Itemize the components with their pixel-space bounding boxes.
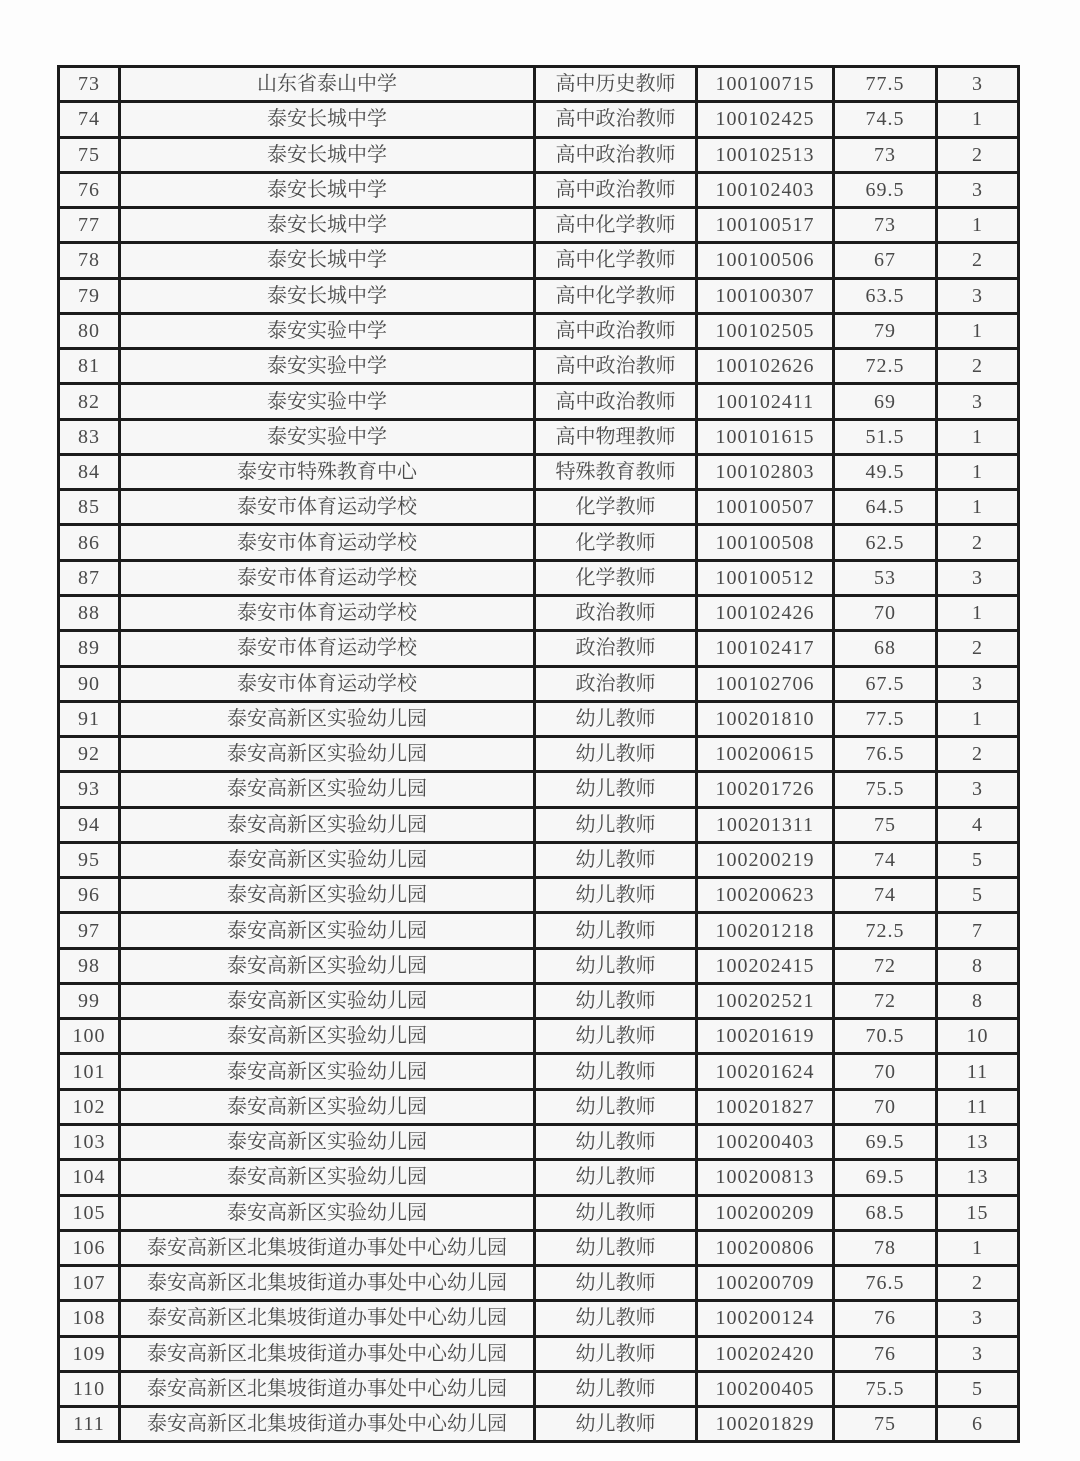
cell-score: 70 [834, 1089, 937, 1124]
cell-position: 幼儿教师 [535, 878, 697, 913]
table-row [59, 878, 1019, 913]
table-row [59, 666, 1019, 701]
cell-school: 泰安高新区实验幼儿园 [120, 948, 535, 983]
cell-score: 76.5 [834, 1266, 937, 1301]
cell-rank: 3 [937, 772, 1019, 807]
table-row [59, 313, 1019, 348]
cell-exam-id: 100201726 [697, 772, 834, 807]
cell-exam-id: 100200405 [697, 1371, 834, 1406]
cell-rank: 2 [937, 737, 1019, 772]
cell-position: 高中化学教师 [535, 243, 697, 278]
cell-score: 69.5 [834, 1160, 937, 1195]
table-row [59, 454, 1019, 489]
table-row [59, 1195, 1019, 1230]
cell-rank: 1 [937, 1230, 1019, 1265]
cell-school: 泰安市体育运动学校 [120, 631, 535, 666]
cell-score: 68 [834, 631, 937, 666]
cell-school: 泰安高新区实验幼儿园 [120, 1019, 535, 1054]
cell-school: 泰安高新区实验幼儿园 [120, 772, 535, 807]
cell-score: 75 [834, 807, 937, 842]
cell-exam-id: 100201827 [697, 1089, 834, 1124]
cell-position: 幼儿教师 [535, 1230, 697, 1265]
cell-school: 泰安实验中学 [120, 349, 535, 384]
cell-position: 高中政治教师 [535, 313, 697, 348]
cell-exam-id: 100100508 [697, 525, 834, 560]
cell-position: 幼儿教师 [535, 701, 697, 736]
cell-exam-id: 100100507 [697, 490, 834, 525]
cell-school: 山东省泰山中学 [120, 67, 535, 102]
table-row [59, 419, 1019, 454]
cell-seq: 82 [59, 384, 120, 419]
cell-rank: 1 [937, 454, 1019, 489]
cell-rank: 3 [937, 67, 1019, 102]
cell-exam-id: 100200623 [697, 878, 834, 913]
table-row [59, 948, 1019, 983]
cell-rank: 3 [937, 384, 1019, 419]
cell-seq: 85 [59, 490, 120, 525]
cell-position: 高中政治教师 [535, 102, 697, 137]
table-row [59, 243, 1019, 278]
cell-position: 幼儿教师 [535, 1371, 697, 1406]
cell-exam-id: 100102706 [697, 666, 834, 701]
table-row [59, 137, 1019, 172]
cell-position: 政治教师 [535, 666, 697, 701]
cell-school: 泰安高新区实验幼儿园 [120, 737, 535, 772]
cell-seq: 98 [59, 948, 120, 983]
cell-seq: 75 [59, 137, 120, 172]
cell-exam-id: 100102513 [697, 137, 834, 172]
cell-exam-id: 100201810 [697, 701, 834, 736]
cell-score: 76 [834, 1301, 937, 1336]
cell-seq: 105 [59, 1195, 120, 1230]
cell-exam-id: 100201619 [697, 1019, 834, 1054]
table-row [59, 67, 1019, 102]
cell-school: 泰安高新区实验幼儿园 [120, 913, 535, 948]
cell-position: 幼儿教师 [535, 948, 697, 983]
cell-exam-id: 100200403 [697, 1124, 834, 1159]
cell-seq: 108 [59, 1301, 120, 1336]
table-row [59, 560, 1019, 595]
table-row [59, 1336, 1019, 1371]
cell-seq: 84 [59, 454, 120, 489]
cell-seq: 77 [59, 208, 120, 243]
cell-school: 泰安高新区实验幼儿园 [120, 1089, 535, 1124]
cell-rank: 5 [937, 842, 1019, 877]
cell-seq: 86 [59, 525, 120, 560]
cell-exam-id: 100100715 [697, 67, 834, 102]
cell-position: 幼儿教师 [535, 1124, 697, 1159]
cell-position: 高中物理教师 [535, 419, 697, 454]
cell-seq: 103 [59, 1124, 120, 1159]
cell-rank: 7 [937, 913, 1019, 948]
cell-score: 53 [834, 560, 937, 595]
cell-seq: 93 [59, 772, 120, 807]
table-row [59, 737, 1019, 772]
cell-rank: 3 [937, 560, 1019, 595]
cell-score: 74.5 [834, 102, 937, 137]
cell-exam-id: 100102803 [697, 454, 834, 489]
cell-school: 泰安高新区实验幼儿园 [120, 1054, 535, 1089]
cell-seq: 87 [59, 560, 120, 595]
cell-position: 特殊教育教师 [535, 454, 697, 489]
cell-score: 72 [834, 983, 937, 1018]
cell-seq: 101 [59, 1054, 120, 1089]
cell-exam-id: 100102426 [697, 595, 834, 630]
cell-rank: 1 [937, 208, 1019, 243]
cell-rank: 2 [937, 243, 1019, 278]
cell-position: 幼儿教师 [535, 1195, 697, 1230]
cell-exam-id: 100200806 [697, 1230, 834, 1265]
table-row [59, 1124, 1019, 1159]
cell-rank: 3 [937, 1301, 1019, 1336]
table-row [59, 102, 1019, 137]
cell-exam-id: 100100517 [697, 208, 834, 243]
cell-position: 高中化学教师 [535, 278, 697, 313]
cell-rank: 13 [937, 1124, 1019, 1159]
table-row [59, 1407, 1019, 1442]
cell-score: 73 [834, 137, 937, 172]
cell-rank: 1 [937, 490, 1019, 525]
cell-rank: 15 [937, 1195, 1019, 1230]
cell-position: 幼儿教师 [535, 1301, 697, 1336]
cell-school: 泰安实验中学 [120, 419, 535, 454]
cell-score: 64.5 [834, 490, 937, 525]
cell-position: 幼儿教师 [535, 842, 697, 877]
cell-score: 77.5 [834, 67, 937, 102]
cell-score: 76.5 [834, 737, 937, 772]
cell-exam-id: 100202415 [697, 948, 834, 983]
cell-school: 泰安实验中学 [120, 313, 535, 348]
table-row [59, 913, 1019, 948]
cell-rank: 11 [937, 1054, 1019, 1089]
cell-seq: 100 [59, 1019, 120, 1054]
cell-seq: 74 [59, 102, 120, 137]
cell-seq: 73 [59, 67, 120, 102]
cell-seq: 90 [59, 666, 120, 701]
cell-seq: 110 [59, 1371, 120, 1406]
cell-score: 69.5 [834, 1124, 937, 1159]
cell-rank: 3 [937, 666, 1019, 701]
cell-school: 泰安高新区实验幼儿园 [120, 983, 535, 1018]
cell-rank: 1 [937, 419, 1019, 454]
cell-exam-id: 100200209 [697, 1195, 834, 1230]
cell-score: 76 [834, 1336, 937, 1371]
table-row [59, 349, 1019, 384]
cell-seq: 78 [59, 243, 120, 278]
cell-school: 泰安市体育运动学校 [120, 595, 535, 630]
cell-seq: 96 [59, 878, 120, 913]
cell-rank: 2 [937, 1266, 1019, 1301]
table-row [59, 1301, 1019, 1336]
cell-seq: 79 [59, 278, 120, 313]
cell-position: 幼儿教师 [535, 1336, 697, 1371]
table-row [59, 772, 1019, 807]
cell-score: 77.5 [834, 701, 937, 736]
cell-exam-id: 100100307 [697, 278, 834, 313]
cell-exam-id: 100200615 [697, 737, 834, 772]
cell-score: 78 [834, 1230, 937, 1265]
table-row [59, 208, 1019, 243]
cell-score: 79 [834, 313, 937, 348]
table-row [59, 631, 1019, 666]
cell-seq: 102 [59, 1089, 120, 1124]
cell-seq: 99 [59, 983, 120, 1018]
cell-score: 72.5 [834, 349, 937, 384]
cell-position: 幼儿教师 [535, 737, 697, 772]
cell-exam-id: 100200709 [697, 1266, 834, 1301]
cell-seq: 81 [59, 349, 120, 384]
cell-rank: 11 [937, 1089, 1019, 1124]
cell-exam-id: 100101615 [697, 419, 834, 454]
cell-rank: 3 [937, 278, 1019, 313]
cell-seq: 109 [59, 1336, 120, 1371]
cell-seq: 104 [59, 1160, 120, 1195]
table-row [59, 983, 1019, 1018]
cell-exam-id: 100200813 [697, 1160, 834, 1195]
cell-exam-id: 100102626 [697, 349, 834, 384]
table-row [59, 1266, 1019, 1301]
cell-score: 49.5 [834, 454, 937, 489]
results-table [57, 65, 1020, 1443]
cell-score: 69.5 [834, 172, 937, 207]
cell-score: 67 [834, 243, 937, 278]
cell-school: 泰安市体育运动学校 [120, 490, 535, 525]
cell-score: 70 [834, 1054, 937, 1089]
cell-seq: 91 [59, 701, 120, 736]
cell-position: 幼儿教师 [535, 1089, 697, 1124]
cell-score: 70 [834, 595, 937, 630]
cell-score: 73 [834, 208, 937, 243]
results-table-body [59, 67, 1019, 1442]
cell-score: 75.5 [834, 1371, 937, 1406]
cell-score: 74 [834, 842, 937, 877]
cell-score: 74 [834, 878, 937, 913]
table-row [59, 1230, 1019, 1265]
cell-rank: 1 [937, 595, 1019, 630]
cell-score: 51.5 [834, 419, 937, 454]
table-row [59, 807, 1019, 842]
cell-exam-id: 100202521 [697, 983, 834, 1018]
cell-position: 幼儿教师 [535, 772, 697, 807]
cell-seq: 111 [59, 1407, 120, 1442]
cell-score: 72.5 [834, 913, 937, 948]
cell-score: 75.5 [834, 772, 937, 807]
cell-exam-id: 100201829 [697, 1407, 834, 1442]
cell-seq: 88 [59, 595, 120, 630]
cell-rank: 1 [937, 313, 1019, 348]
cell-rank: 2 [937, 631, 1019, 666]
cell-score: 75 [834, 1407, 937, 1442]
cell-seq: 92 [59, 737, 120, 772]
cell-rank: 10 [937, 1019, 1019, 1054]
table-row [59, 278, 1019, 313]
cell-rank: 4 [937, 807, 1019, 842]
cell-school: 泰安高新区北集坡街道办事处中心幼儿园 [120, 1407, 535, 1442]
cell-rank: 3 [937, 1336, 1019, 1371]
cell-exam-id: 100102505 [697, 313, 834, 348]
cell-exam-id: 100102417 [697, 631, 834, 666]
cell-rank: 13 [937, 1160, 1019, 1195]
cell-school: 泰安高新区实验幼儿园 [120, 842, 535, 877]
cell-rank: 8 [937, 948, 1019, 983]
cell-exam-id: 100201311 [697, 807, 834, 842]
cell-rank: 1 [937, 701, 1019, 736]
cell-school: 泰安长城中学 [120, 172, 535, 207]
cell-school: 泰安高新区北集坡街道办事处中心幼儿园 [120, 1371, 535, 1406]
cell-position: 幼儿教师 [535, 1266, 697, 1301]
cell-exam-id: 100202420 [697, 1336, 834, 1371]
table-row [59, 384, 1019, 419]
cell-position: 化学教师 [535, 560, 697, 595]
table-row [59, 172, 1019, 207]
cell-position: 幼儿教师 [535, 913, 697, 948]
cell-seq: 83 [59, 419, 120, 454]
cell-seq: 94 [59, 807, 120, 842]
cell-position: 政治教师 [535, 631, 697, 666]
cell-school: 泰安市体育运动学校 [120, 525, 535, 560]
cell-position: 幼儿教师 [535, 1407, 697, 1442]
cell-score: 72 [834, 948, 937, 983]
cell-school: 泰安实验中学 [120, 384, 535, 419]
cell-seq: 80 [59, 313, 120, 348]
cell-seq: 76 [59, 172, 120, 207]
cell-school: 泰安长城中学 [120, 137, 535, 172]
cell-seq: 97 [59, 913, 120, 948]
table-row [59, 595, 1019, 630]
cell-school: 泰安长城中学 [120, 243, 535, 278]
cell-school: 泰安高新区北集坡街道办事处中心幼儿园 [120, 1336, 535, 1371]
cell-school: 泰安高新区实验幼儿园 [120, 878, 535, 913]
cell-school: 泰安高新区实验幼儿园 [120, 1124, 535, 1159]
cell-school: 泰安高新区北集坡街道办事处中心幼儿园 [120, 1266, 535, 1301]
cell-position: 高中政治教师 [535, 137, 697, 172]
cell-score: 63.5 [834, 278, 937, 313]
cell-school: 泰安长城中学 [120, 102, 535, 137]
cell-position: 幼儿教师 [535, 1160, 697, 1195]
cell-school: 泰安高新区北集坡街道办事处中心幼儿园 [120, 1301, 535, 1336]
cell-score: 67.5 [834, 666, 937, 701]
table-row [59, 1054, 1019, 1089]
cell-school: 泰安长城中学 [120, 278, 535, 313]
cell-seq: 106 [59, 1230, 120, 1265]
cell-school: 泰安高新区实验幼儿园 [120, 701, 535, 736]
cell-seq: 89 [59, 631, 120, 666]
cell-position: 政治教师 [535, 595, 697, 630]
cell-exam-id: 100200124 [697, 1301, 834, 1336]
cell-school: 泰安市体育运动学校 [120, 666, 535, 701]
cell-rank: 3 [937, 172, 1019, 207]
cell-position: 高中政治教师 [535, 384, 697, 419]
cell-position: 高中历史教师 [535, 67, 697, 102]
cell-school: 泰安市特殊教育中心 [120, 454, 535, 489]
cell-score: 62.5 [834, 525, 937, 560]
cell-rank: 2 [937, 137, 1019, 172]
cell-position: 幼儿教师 [535, 983, 697, 1018]
table-row [59, 1160, 1019, 1195]
cell-score: 70.5 [834, 1019, 937, 1054]
cell-school: 泰安高新区实验幼儿园 [120, 1160, 535, 1195]
cell-exam-id: 100201218 [697, 913, 834, 948]
cell-position: 幼儿教师 [535, 1019, 697, 1054]
cell-exam-id: 100102425 [697, 102, 834, 137]
cell-position: 幼儿教师 [535, 1054, 697, 1089]
cell-school: 泰安高新区北集坡街道办事处中心幼儿园 [120, 1230, 535, 1265]
cell-exam-id: 100100512 [697, 560, 834, 595]
cell-school: 泰安长城中学 [120, 208, 535, 243]
table-row [59, 701, 1019, 736]
cell-school: 泰安市体育运动学校 [120, 560, 535, 595]
cell-rank: 2 [937, 525, 1019, 560]
cell-seq: 95 [59, 842, 120, 877]
cell-position: 高中政治教师 [535, 172, 697, 207]
cell-position: 化学教师 [535, 525, 697, 560]
cell-rank: 6 [937, 1407, 1019, 1442]
table-row [59, 490, 1019, 525]
table-row [59, 1089, 1019, 1124]
table-row [59, 1019, 1019, 1054]
cell-exam-id: 100201624 [697, 1054, 834, 1089]
cell-seq: 107 [59, 1266, 120, 1301]
cell-score: 68.5 [834, 1195, 937, 1230]
table-row [59, 842, 1019, 877]
cell-position: 化学教师 [535, 490, 697, 525]
cell-exam-id: 100102403 [697, 172, 834, 207]
cell-exam-id: 100200219 [697, 842, 834, 877]
cell-exam-id: 100100506 [697, 243, 834, 278]
cell-score: 69 [834, 384, 937, 419]
cell-exam-id: 100102411 [697, 384, 834, 419]
cell-rank: 2 [937, 349, 1019, 384]
cell-position: 高中化学教师 [535, 208, 697, 243]
table-row [59, 1371, 1019, 1406]
cell-position: 高中政治教师 [535, 349, 697, 384]
table-row [59, 525, 1019, 560]
cell-rank: 1 [937, 102, 1019, 137]
cell-rank: 5 [937, 878, 1019, 913]
cell-rank: 5 [937, 1371, 1019, 1406]
cell-school: 泰安高新区实验幼儿园 [120, 807, 535, 842]
cell-position: 幼儿教师 [535, 807, 697, 842]
cell-school: 泰安高新区实验幼儿园 [120, 1195, 535, 1230]
cell-rank: 8 [937, 983, 1019, 1018]
